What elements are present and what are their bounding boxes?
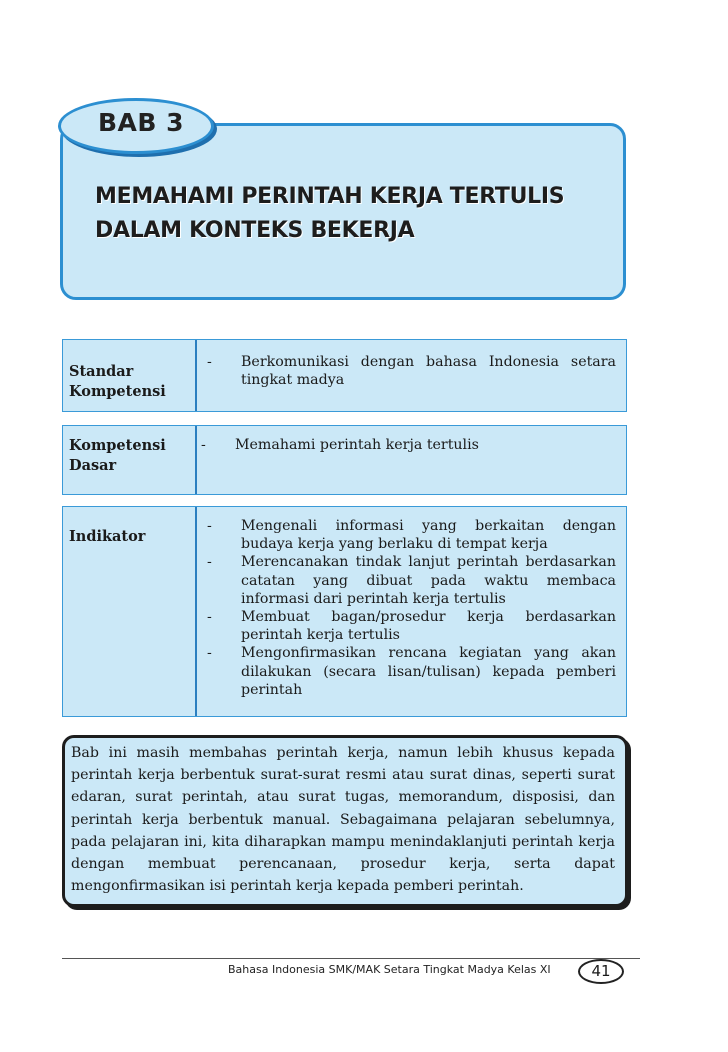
footer-rule (62, 958, 640, 959)
indikator-item (203, 517, 616, 553)
indikator-item-text: Mengonfirmasikan rencana kegiatan yang akan dilakukan (secara lisan/tulisan) kepada pemberi perintah (241, 645, 616, 698)
indikator-item (203, 553, 616, 608)
standar-kompetensi-box (62, 339, 627, 412)
indikator-box (62, 506, 627, 717)
dasar-item (197, 436, 616, 454)
indikator-list (203, 517, 616, 699)
dash-bullet: - (207, 354, 212, 370)
standar-kompetensi-label: Standar Kompetensi (63, 340, 197, 411)
dash-bullet: - (207, 609, 212, 626)
standar-item (203, 353, 616, 389)
standar-item-text: Berkomunikasi dengan bahasa Indonesia setara tingkat madya (241, 354, 616, 389)
footer-book-title: Bahasa Indonesia SMK/MAK Setara Tingkat Madya Kelas XI (228, 963, 551, 976)
indikator-item-text: Membuat bagan/prosedur kerja berdasarkan perintah kerja tertulis (241, 609, 616, 644)
chapter-title-line-2: DALAM KONTEKS BEKERJA (95, 218, 415, 243)
standar-kompetensi-list (203, 353, 616, 389)
chapter-summary-box (62, 735, 628, 907)
dash-bullet: - (207, 518, 212, 534)
indikator-item-text: Mengenali informasi yang berkaitan dengan budaya kerja yang berlaku di tempat kerja (241, 518, 616, 553)
indikator-label: Indikator (63, 507, 197, 716)
indikator-item (203, 644, 616, 699)
dash-bullet: - (201, 437, 206, 453)
dash-bullet: - (207, 645, 212, 662)
indikator-item (203, 608, 616, 644)
dash-bullet: - (207, 554, 212, 571)
chapter-summary-text: Bab ini masih membahas perintah kerja, namun lebih khusus kepada perintah kerja berbentuk surat-surat resmi atau surat dinas, seperti surat edaran, surat perintah, atau surat tugas, memorandum, disposisi, dan perintah kerja berbentuk manual. Sebagaimana pelajaran sebelumnya, pada pelajaran ini, kita diharapkan mampu menindaklanjuti perintah kerja dengan membuat perencanaan, prosedur kerja, serta dapat mengonfirmasikan isi perintah kerja kepada pemberi perintah. (71, 745, 615, 895)
chapter-label: BAB 3 (98, 108, 185, 137)
page-number: 41 (578, 959, 624, 984)
chapter-title-line-1: MEMAHAMI PERINTAH KERJA TERTULIS (95, 184, 565, 209)
kompetensi-dasar-label: Kompetensi Dasar (63, 426, 197, 494)
dasar-item-text: Memahami perintah kerja tertulis (235, 437, 479, 453)
chapter-title (95, 180, 564, 248)
kompetensi-dasar-list (197, 436, 616, 454)
indikator-item-text: Merencanakan tindak lanjut perintah berdasarkan catatan yang dibuat pada waktu membaca informasi dari perintah kerja tertulis (241, 554, 616, 607)
kompetensi-dasar-box (62, 425, 627, 495)
